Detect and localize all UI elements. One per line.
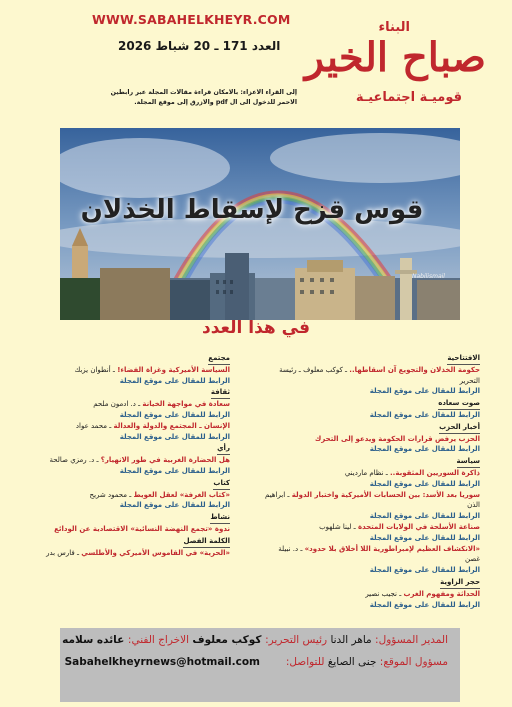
- section-heading: ثقافة: [211, 387, 230, 399]
- footer-label-editor: رئيس التحرير:: [265, 634, 331, 646]
- footer-value-design: عائده سلامه: [62, 634, 128, 646]
- article-link[interactable]: الرابط للمقال على موقع المجلة: [369, 387, 480, 396]
- separator: ـ: [285, 490, 292, 499]
- article-entry: [35, 365, 230, 376]
- article-title[interactable]: الحزب يرفض قرارات الحكومة ويدعو إلى التحرك: [314, 434, 480, 443]
- footer-staff-line: [62, 634, 448, 646]
- website-url[interactable]: WWW.SABAHELKHEYR.COM: [92, 12, 291, 27]
- article-title[interactable]: ذاكرة السوريين المثقوبة..: [390, 468, 480, 477]
- logo-subtitle: قوميـة اجتماعيـة: [355, 90, 462, 105]
- article-author: نجيب نصير: [365, 589, 397, 598]
- article-link[interactable]: الرابط للمقال على موقع المجلة: [119, 410, 230, 419]
- article-author: فارس بدر: [46, 548, 75, 557]
- footer-email[interactable]: Sabahelkheyrnews@hotmail.com: [64, 656, 260, 668]
- notice-line-1: إلى القراء الاعزاء: بالامكان قراءة مقالات المجلة عبر رابطين: [110, 89, 297, 96]
- separator: ـ: [298, 544, 305, 553]
- article-link[interactable]: الرابط للمقال على موقع المجلة: [119, 432, 230, 441]
- article-link[interactable]: الرابط للمقال على موقع المجلة: [119, 376, 230, 385]
- article-author: نظام مارديني: [344, 468, 384, 477]
- separator: ـ: [94, 456, 101, 465]
- section-heading: سياسة: [457, 456, 481, 468]
- article-link[interactable]: الرابط للمقال على موقع المجلة: [369, 600, 480, 609]
- article-entry: [35, 455, 230, 466]
- article-author: لينا شلهوب: [319, 522, 352, 531]
- magazine-logo: [304, 6, 492, 118]
- separator: ـ: [74, 548, 82, 557]
- article-author: محمود شريح: [89, 490, 128, 499]
- separator: ـ: [342, 365, 350, 374]
- article-entry: [265, 589, 480, 600]
- separator: ـ: [110, 365, 118, 374]
- article-entry: [35, 399, 230, 410]
- separator: ـ: [106, 421, 114, 430]
- article-title[interactable]: «الحرية» في القاموس الأميركي والأطلسي: [81, 548, 230, 557]
- article-title[interactable]: حكومة الخذلان والتجويع آن اسقاطها..: [349, 365, 480, 374]
- separator: ـ: [383, 468, 391, 477]
- article-entry: [35, 490, 230, 501]
- section-heading: صوت سعاده: [438, 398, 480, 410]
- section-heading: حجر الزاوية: [440, 577, 480, 589]
- article-author: أنطوان يزبك: [74, 365, 111, 374]
- article-link[interactable]: الرابط للمقال على موقع المجلة: [369, 566, 480, 575]
- article-entry: [35, 524, 230, 535]
- article-entry: [265, 544, 480, 566]
- article-link[interactable]: الرابط للمقال على موقع المجلة: [369, 533, 480, 542]
- footer-label-site: مسؤول الموقع:: [379, 656, 448, 668]
- article-title[interactable]: سوريا بعد الأسد: بين الحسابات الأميركية واختبار الدولة: [291, 490, 480, 499]
- separator: ـ: [396, 589, 404, 598]
- section-heading: الافتتاحية: [447, 353, 480, 365]
- article-author: د. رمزي صالحة: [49, 456, 95, 465]
- article-link[interactable]: الرابط للمقال على موقع المجلة: [369, 512, 480, 521]
- reader-notice: [37, 88, 297, 108]
- article-entry: [265, 490, 480, 512]
- article-entry: [35, 421, 230, 432]
- article-entry: [265, 468, 480, 479]
- section-heading: مجتمع: [208, 353, 230, 365]
- cover-headline: قوس قزح لإسقاط الخذلان: [80, 195, 424, 225]
- article-author: كوكب معلوف ـ رئيسة التحرير: [279, 365, 480, 385]
- article-author: د. ادمون ملحم: [93, 400, 136, 409]
- section-heading: أخبار الحزب: [439, 422, 480, 434]
- article-title[interactable]: «كتاب الغرفة» لعقل العويط: [133, 490, 230, 499]
- article-entry: [265, 365, 480, 387]
- article-link[interactable]: الرابط للمقال على موقع المجلة: [119, 466, 230, 475]
- photo-credit: Nabilismail: [412, 273, 445, 280]
- contents-right-column: [265, 352, 480, 610]
- section-heading: الكلمة الفصل: [183, 536, 230, 548]
- section-heading: كتاب: [213, 478, 230, 490]
- footer-value-manager: ماهر الدنا: [330, 634, 376, 646]
- footer-label-contact: للتواصل:: [285, 656, 328, 668]
- logo-albinaa: البناء: [378, 20, 410, 35]
- article-link[interactable]: الرابط للمقال على موقع المجلة: [369, 445, 480, 454]
- section-heading: رأي: [217, 443, 230, 455]
- footer-value-site: جنى الصايغ: [327, 656, 380, 668]
- masthead-footer: [60, 628, 460, 702]
- article-title[interactable]: ندوة «تجمع النهضة النسائية» الاقتصادية عن الودائع: [54, 524, 230, 533]
- separator: ـ: [135, 400, 143, 409]
- article-title[interactable]: السياسة الأميركية وغزاة الفضاء!: [117, 365, 230, 374]
- article-link[interactable]: الرابط للمقال على موقع المجلة: [369, 479, 480, 488]
- separator: ـ: [127, 490, 134, 499]
- article-author: د. نبيلة غصن: [278, 544, 480, 564]
- issue-number: العدد 171 ـ 20 شباط 2026: [118, 39, 281, 53]
- article-link[interactable]: الرابط للمقال على موقع المجلة: [369, 410, 480, 419]
- article-title[interactable]: صناعة الأسلحة في الولايات المتحدة: [357, 522, 480, 531]
- article-author: محمد عواد: [75, 421, 107, 430]
- logo-main-text: صباح الخير: [304, 34, 486, 81]
- article-title[interactable]: الحداثة ومفهوم الغرب: [403, 589, 480, 598]
- contents-left-column: [35, 352, 230, 558]
- footer-value-editor: كوكب معلوف: [192, 634, 266, 646]
- article-entry: [265, 434, 480, 445]
- section-heading: نشاط: [210, 512, 230, 524]
- article-title[interactable]: سعادة في مواجهة الخيانة: [142, 400, 230, 409]
- article-entry: [265, 522, 480, 533]
- notice-line-2: الاحمر للدخول الى ال pdf والازرق إلى موقع المجلة.: [134, 99, 297, 106]
- article-entry: [35, 548, 230, 559]
- article-title[interactable]: «الانكشاف العظيم لإمبراطورية اللا أخلاق بلا حدود»: [304, 544, 480, 553]
- article-link[interactable]: الرابط للمقال على موقع المجلة: [119, 501, 230, 510]
- article-title[interactable]: الإنسان ـ المجتمع والدولة والعدالة: [113, 421, 230, 430]
- contents-heading: في هذا العدد: [202, 318, 310, 338]
- article-title[interactable]: هل الحضارة الغربية في طور الانهيار؟: [100, 456, 230, 465]
- separator: ـ: [351, 522, 358, 531]
- footer-label-manager: المدير المسؤول:: [375, 634, 448, 646]
- footer-contact-line: [286, 656, 448, 668]
- article-author: ابراهيم الذن: [265, 490, 480, 510]
- footer-label-design: الاخراج الفني:: [127, 634, 193, 646]
